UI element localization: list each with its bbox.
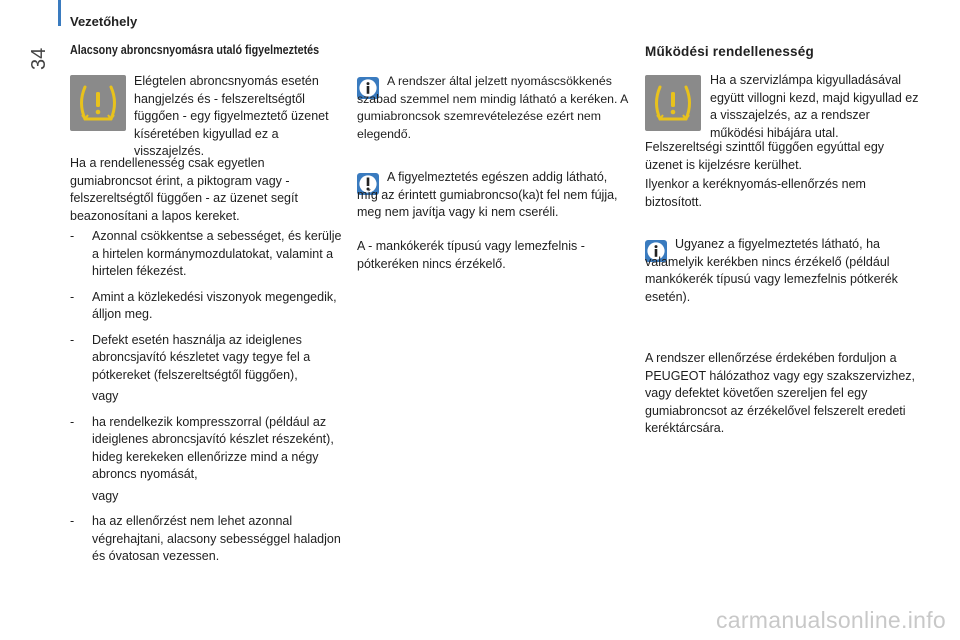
tyre-pressure-warning-icon	[70, 75, 126, 131]
page-number: 34	[28, 47, 50, 70]
info-text-pressure-loss: A rendszer által jelzett nyomáscsökkenés szabad szemmel nem mindig látható a keréken. A gumiabroncsok szemrevételezése ezért nem elegendő.	[357, 74, 628, 141]
action-list	[70, 228, 342, 574]
list-item: - ha az ellenőrzést nem lehet azonnal végrehajtani, alacsony sebességgel haladjon és óvatosan vezessen.	[70, 514, 341, 563]
malfunction-intro: Ha a szervizlámpa kigyulladásával együtt villogni kezd, majd kigyullad ez a visszajelzés, az a rendszer működési hibájára utal.	[710, 73, 919, 140]
section-accent-line	[58, 0, 61, 26]
contact-service-text: A rendszer ellenőrzése érdekében forduljon a PEUGEOT hálózathoz vagy egy szakszervizhez, vagy defektet követően szereljen fel egy gumiabroncsot az érzékelővel felszerelt eredeti keréktárcsára.	[645, 351, 916, 435]
list-item: - Defekt esetén használja az ideiglenes abroncsjavító készletet vagy tegye fel a pótkereket (felszereltségtől függően),	[70, 332, 311, 382]
section-title: Vezetőhely	[70, 14, 138, 29]
warning-text-until-fixed: A figyelmeztetés egészen addig látható, míg az érintett gumiabroncso(ka)t fel nem fújja, meg nem javítja vagy ki nem cseréli.	[357, 170, 618, 219]
list-item: - Amint a közlekedési viszonyok megengedik, álljon meg.	[70, 289, 337, 321]
list-item: - Azonnal csökkentse a sebességet, és kerülje a hirtelen kormánymozdulatokat, valamint a hirtelen fékezést.	[70, 229, 342, 278]
low-pressure-intro: Elégtelen abroncsnyomás esetén hangjelzés és - felszereltségtől függően - egy figyelmeztető üzenet kíséretében kigyullad ez a visszajelzés.	[134, 74, 329, 158]
heading-malfunction: Működési rendellenesség	[645, 44, 814, 59]
low-pressure-paragraph: Ha a rendellenesség csak egyetlen gumiabroncsot érint, a piktogram vagy - felszereltségtől függően - az üzenet segít beazonosítani a lapos kereket.	[70, 156, 298, 223]
or-separator: vagy	[92, 488, 119, 503]
or-separator: vagy	[92, 389, 119, 403]
malfunction-not-ensured: Ilyenkor a keréknyomás-ellenőrzés nem biztosított.	[645, 177, 866, 209]
heading-low-tyre-pressure: Alacsony abroncsnyomásra utaló figyelmeztetés	[70, 43, 320, 57]
watermark: carmanualsonline.info	[715, 607, 946, 633]
info-text-no-sensor: Ugyanez a figyelmeztetés látható, ha valamelyik kerékben nincs érzékelő (például mankókerék típusú vagy lemezfelnis pótkerék esetén).	[645, 237, 898, 304]
tyre-pressure-warning-icon	[645, 75, 701, 131]
list-item: - ha rendelkezik kompresszorral (például az ideiglenes abroncsjavító készlet részeként), hideg kerekeken ellenőrizze mind a négy abroncs nyomását,	[70, 414, 334, 481]
warning-text-spare-wheel: A - mankókerék típusú vagy lemezfelnis - pótkeréken nincs érzékelő.	[357, 239, 585, 271]
malfunction-message: Felszereltségi szinttől függően egyúttal egy üzenet is kijelzésre kerülhet.	[645, 140, 885, 172]
